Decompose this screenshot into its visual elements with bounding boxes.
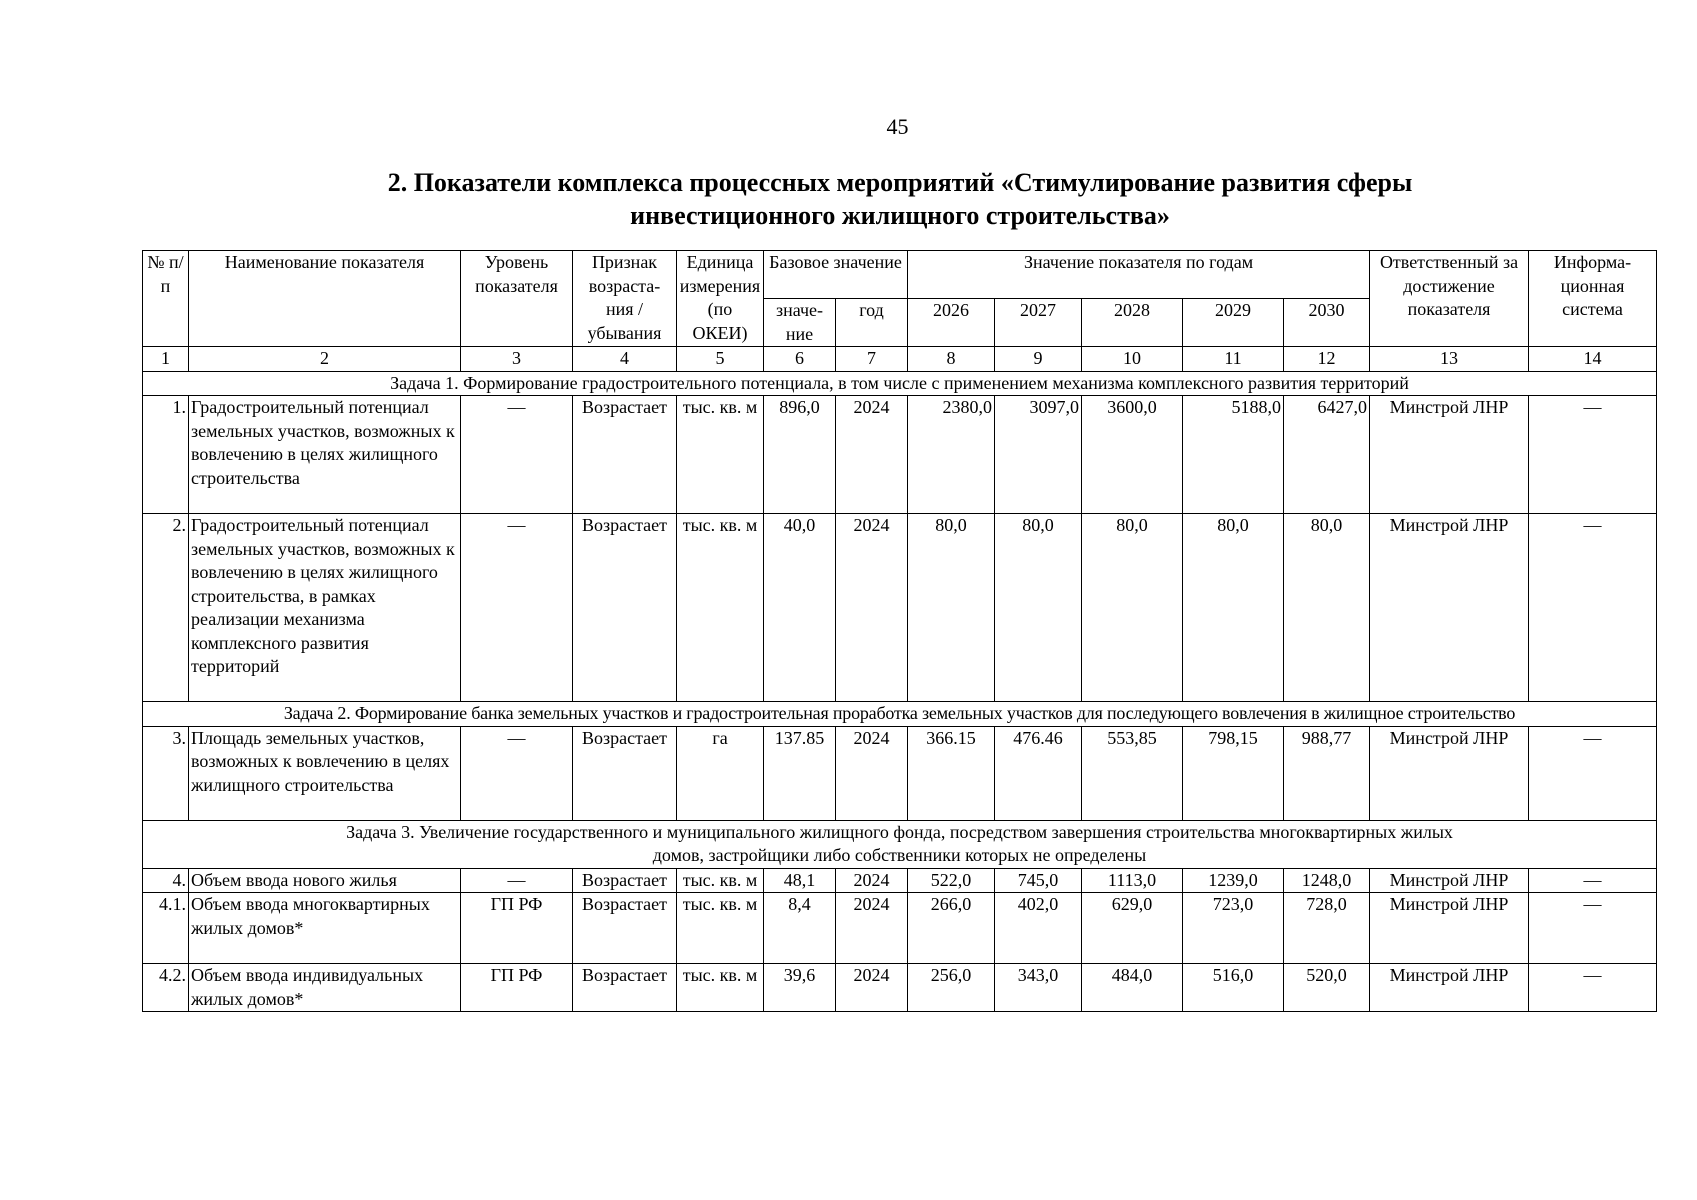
- task-row: [143, 820, 1657, 868]
- base-value: 40,0: [764, 514, 836, 702]
- header-year-2027: 2027: [995, 299, 1082, 347]
- task-row: [143, 702, 1657, 727]
- indicator-unit: тыс. кв. м: [677, 514, 764, 702]
- base-year: 2024: [836, 893, 908, 964]
- indicators-table: [142, 250, 1657, 1012]
- base-year: 2024: [836, 396, 908, 514]
- table-row: [143, 396, 1657, 514]
- responsible: Минстрой ЛНР: [1370, 868, 1529, 893]
- value-2030: 728,0: [1284, 893, 1370, 964]
- document-title: [250, 166, 1550, 232]
- indicator-trend: Возрастает: [573, 514, 677, 702]
- table-row: [143, 868, 1657, 893]
- base-value: 8,4: [764, 893, 836, 964]
- value-2026: 522,0: [908, 868, 995, 893]
- task-heading-1: Задача 1. Формирование градостроительного потенциала, в том числе с применением механизма комплексного развития территорий: [143, 371, 1657, 396]
- value-2029: 723,0: [1183, 893, 1284, 964]
- value-2026: 266,0: [908, 893, 995, 964]
- responsible: Минстрой ЛНР: [1370, 964, 1529, 1012]
- base-year: 2024: [836, 868, 908, 893]
- info-system: —: [1529, 726, 1657, 820]
- col-number: 10: [1082, 347, 1183, 372]
- indicator-unit: тыс. кв. м: [677, 396, 764, 514]
- header-responsible: Ответственный за достижение показателя: [1370, 251, 1529, 347]
- row-num: 3.: [143, 726, 189, 820]
- base-value: 896,0: [764, 396, 836, 514]
- col-number: 6: [764, 347, 836, 372]
- value-2030: 988,77: [1284, 726, 1370, 820]
- indicator-level: ГП РФ: [461, 964, 573, 1012]
- info-system: —: [1529, 893, 1657, 964]
- base-value: 48,1: [764, 868, 836, 893]
- value-2030: 80,0: [1284, 514, 1370, 702]
- indicator-name: Площадь земельных участков, возможных к вовлечению в целях жилищного строительства: [189, 726, 461, 820]
- table-row: [143, 893, 1657, 964]
- indicator-level: —: [461, 396, 573, 514]
- value-2029: 516,0: [1183, 964, 1284, 1012]
- header-name: Наименование показателя: [189, 251, 461, 347]
- value-2028: 629,0: [1082, 893, 1183, 964]
- value-2028: 553,85: [1082, 726, 1183, 820]
- task-heading-2: Задача 2. Формирование банка земельных участков и градостроительная проработка земельных участков для последующего вовлечения в жилищное строительство: [143, 702, 1657, 727]
- col-number: 4: [573, 347, 677, 372]
- indicator-level: ГП РФ: [461, 893, 573, 964]
- value-2027: 343,0: [995, 964, 1082, 1012]
- col-number: 8: [908, 347, 995, 372]
- header-trend: Признак возраста-ния / убывания: [573, 251, 677, 347]
- indicator-level: —: [461, 726, 573, 820]
- indicator-level: —: [461, 868, 573, 893]
- value-2030: 6427,0: [1284, 396, 1370, 514]
- value-2026: 256,0: [908, 964, 995, 1012]
- col-number: 11: [1183, 347, 1284, 372]
- value-2029: 798,15: [1183, 726, 1284, 820]
- value-2026: 366.15: [908, 726, 995, 820]
- header-year-2028: 2028: [1082, 299, 1183, 347]
- col-number: 14: [1529, 347, 1657, 372]
- task-row: [143, 371, 1657, 396]
- base-year: 2024: [836, 514, 908, 702]
- value-2029: 80,0: [1183, 514, 1284, 702]
- row-num: 4.2.: [143, 964, 189, 1012]
- header-base-year: год: [836, 299, 908, 347]
- value-2027: 80,0: [995, 514, 1082, 702]
- column-number-row: [143, 347, 1657, 372]
- info-system: —: [1529, 514, 1657, 702]
- col-number: 2: [189, 347, 461, 372]
- col-number: 1: [143, 347, 189, 372]
- header-year-2026: 2026: [908, 299, 995, 347]
- info-system: —: [1529, 868, 1657, 893]
- value-2029: 1239,0: [1183, 868, 1284, 893]
- indicator-name: Объем ввода многоквартирных жилых домов*: [189, 893, 461, 964]
- col-number: 3: [461, 347, 573, 372]
- col-number: 12: [1284, 347, 1370, 372]
- header-years-group: Значение показателя по годам: [908, 251, 1370, 299]
- header-info-system: Информа-ционная система: [1529, 251, 1657, 347]
- value-2027: 3097,0: [995, 396, 1082, 514]
- indicator-name: Градостроительный потенциал земельных участков, возможных к вовлечению в целях жилищного строительства, в рамках реализации механизма комплексного развития территорий: [189, 514, 461, 702]
- info-system: —: [1529, 964, 1657, 1012]
- base-year: 2024: [836, 726, 908, 820]
- value-2027: 745,0: [995, 868, 1082, 893]
- task-heading-3: Задача 3. Увеличение государственного и муниципального жилищного фонда, посредством завершения строительства многоквартирных жилых домов, застройщики либо собственники которых не определены: [143, 820, 1657, 868]
- value-2026: 80,0: [908, 514, 995, 702]
- indicator-unit: тыс. кв. м: [677, 868, 764, 893]
- value-2028: 1113,0: [1082, 868, 1183, 893]
- info-system: —: [1529, 396, 1657, 514]
- responsible: Минстрой ЛНР: [1370, 893, 1529, 964]
- indicator-trend: Возрастает: [573, 893, 677, 964]
- header-base-value: значе-ние: [764, 299, 836, 347]
- indicator-trend: Возрастает: [573, 396, 677, 514]
- indicator-trend: Возрастает: [573, 964, 677, 1012]
- header-row-1: [143, 251, 1657, 299]
- indicator-trend: Возрастает: [573, 868, 677, 893]
- indicator-unit: тыс. кв. м: [677, 893, 764, 964]
- row-num: 4.1.: [143, 893, 189, 964]
- col-number: 9: [995, 347, 1082, 372]
- value-2026: 2380,0: [908, 396, 995, 514]
- header-unit: Единица измерения (по ОКЕИ): [677, 251, 764, 347]
- indicator-name: Объем ввода индивидуальных жилых домов*: [189, 964, 461, 1012]
- responsible: Минстрой ЛНР: [1370, 726, 1529, 820]
- indicator-name: Градостроительный потенциал земельных участков, возможных к вовлечению в целях жилищного строительства: [189, 396, 461, 514]
- table-row: [143, 514, 1657, 702]
- value-2030: 1248,0: [1284, 868, 1370, 893]
- col-number: 5: [677, 347, 764, 372]
- value-2028: 80,0: [1082, 514, 1183, 702]
- base-value: 137.85: [764, 726, 836, 820]
- value-2028: 484,0: [1082, 964, 1183, 1012]
- header-num: № п/п: [143, 251, 189, 347]
- responsible: Минстрой ЛНР: [1370, 514, 1529, 702]
- table-row: [143, 964, 1657, 1012]
- header-level: Уровень показателя: [461, 251, 573, 347]
- header-year-2029: 2029: [1183, 299, 1284, 347]
- value-2027: 476.46: [995, 726, 1082, 820]
- col-number: 7: [836, 347, 908, 372]
- row-num: 2.: [143, 514, 189, 702]
- value-2030: 520,0: [1284, 964, 1370, 1012]
- row-num: 1.: [143, 396, 189, 514]
- page-number: 45: [886, 114, 909, 139]
- base-year: 2024: [836, 964, 908, 1012]
- col-number: 13: [1370, 347, 1529, 372]
- table-row: [143, 726, 1657, 820]
- row-num: 4.: [143, 868, 189, 893]
- value-2028: 3600,0: [1082, 396, 1183, 514]
- title-line-2: инвестиционного жилищного строительства»: [630, 201, 1170, 230]
- indicator-unit: тыс. кв. м: [677, 964, 764, 1012]
- title-line-1: 2. Показатели комплекса процессных мероприятий «Стимулирование развития сферы: [387, 168, 1413, 197]
- responsible: Минстрой ЛНР: [1370, 396, 1529, 514]
- base-value: 39,6: [764, 964, 836, 1012]
- value-2027: 402,0: [995, 893, 1082, 964]
- indicator-name: Объем ввода нового жилья: [189, 868, 461, 893]
- indicator-unit: га: [677, 726, 764, 820]
- indicator-level: —: [461, 514, 573, 702]
- indicator-trend: Возрастает: [573, 726, 677, 820]
- header-year-2030: 2030: [1284, 299, 1370, 347]
- value-2029: 5188,0: [1183, 396, 1284, 514]
- header-base: Базовое значение: [764, 251, 908, 299]
